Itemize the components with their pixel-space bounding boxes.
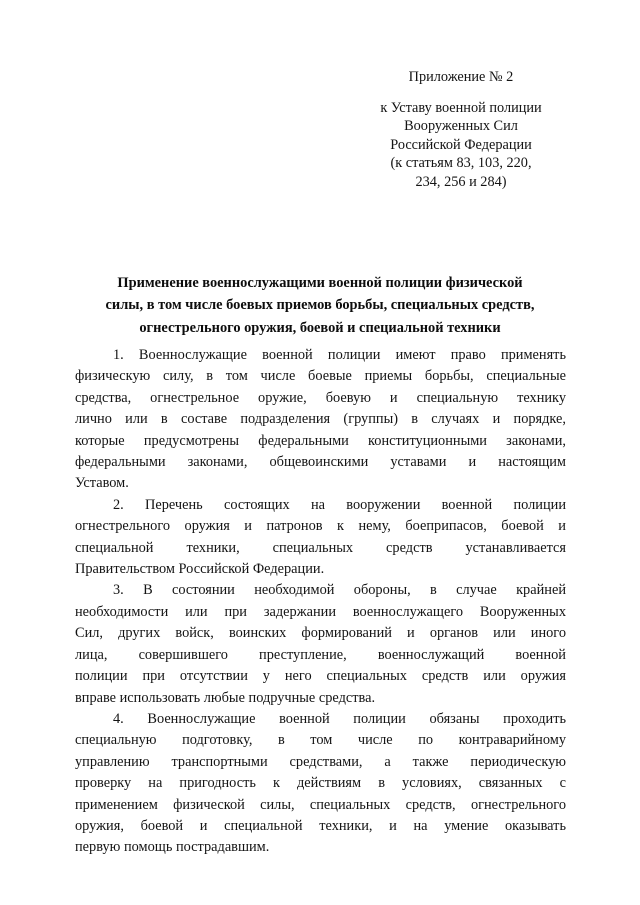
paragraph-2-line-3: специальной техники, специальных средств устанавливается xyxy=(75,539,566,556)
paragraph-2-line-4: Правительством Российской Федерации. xyxy=(75,561,325,578)
paragraph-4-line-5: применением физической силы, специальных средств, огнестрельного xyxy=(75,796,566,813)
paragraph-1-line-4: лично или в составе подразделения (группы) в случаях и порядке, xyxy=(75,411,566,428)
paragraph-1-line-3: средства, огнестрельное оружие, боевую и специальную технику xyxy=(75,389,566,406)
paragraph-1-line-1: 1. Военнослужащие военной полиции имеют право применять xyxy=(113,347,566,363)
appendix-source-line-1: к Уставу военной полиции xyxy=(380,99,542,116)
paragraph-1-line-7: Уставом. xyxy=(75,475,129,492)
page-title xyxy=(75,272,565,340)
paragraph-4-line-3: управлению транспортными средствами, а также периодическую xyxy=(75,753,566,770)
paragraph-4-line-1: 4. Военнослужащие военной полиции обязаны проходить xyxy=(113,710,566,727)
paragraph-2-line-1: 2. Перечень состоящих на вооружении военной полиции xyxy=(113,496,566,513)
paragraph-1-line-2: физическую силу, в том числе боевые приемы борьбы, специальные xyxy=(75,368,566,385)
paragraph-2-line-2: огнестрельного оружия и патронов к нему, боеприпасов, боевой и xyxy=(75,518,566,535)
paragraph-1-line-5: которые предусмотрены федеральными конституционными законами, xyxy=(75,432,566,449)
document-body xyxy=(75,345,566,859)
paragraph-3-line-3: Сил, других войск, воинских формирований и органов или иного xyxy=(75,625,566,642)
body-paragraph-2 xyxy=(75,495,566,581)
appendix-source-line-3: Российской Федерации xyxy=(390,136,532,153)
body-paragraph-3 xyxy=(75,580,566,708)
body-paragraph-1 xyxy=(75,345,566,495)
paragraph-3-line-2: необходимости или при задержании военнослужащего Вооруженных xyxy=(75,603,566,620)
appendix-reference-header xyxy=(352,68,570,192)
paragraph-4-line-4: проверку на пригодность к действиям в условиях, связанных с xyxy=(75,775,566,792)
appendix-articles-line-2: 234, 256 и 284) xyxy=(415,173,507,190)
paragraph-4-line-7: первую помощь пострадавшим. xyxy=(75,839,270,856)
appendix-source-line-2: Вооруженных Сил xyxy=(404,118,518,135)
page-title-line-2: силы, в том числе боевых приемов борьбы, специальных средств, xyxy=(105,297,535,314)
paragraph-3-line-6: вправе использовать любые подручные средства. xyxy=(75,689,376,706)
body-paragraph-4 xyxy=(75,709,566,859)
page-title-line-3: огнестрельного оружия, боевой и специальной техники xyxy=(139,319,501,336)
page-title-line-1: Применение военнослужащими военной полиции физической xyxy=(117,274,523,291)
paragraph-4-line-6: оружия, боевой и специальной техники, и на умение оказывать xyxy=(75,817,566,834)
paragraph-4-line-2: специальную подготовку, в том числе по контраварийному xyxy=(75,732,566,749)
paragraph-1-line-6: федеральными законами, общевоинскими уставами и настоящим xyxy=(75,454,566,471)
appendix-number-label: Приложение № 2 xyxy=(408,69,514,85)
paragraph-3-line-4: лица, совершившего преступление, военнослужащий военной xyxy=(75,646,566,663)
paragraph-3-line-5: полиции при отсутствии у него специальных средств или оружия xyxy=(75,668,566,685)
paragraph-3-line-1: 3. В состоянии необходимой обороны, в случае крайней xyxy=(113,582,566,599)
appendix-articles-line-1: (к статьям 83, 103, 220, xyxy=(390,155,532,172)
